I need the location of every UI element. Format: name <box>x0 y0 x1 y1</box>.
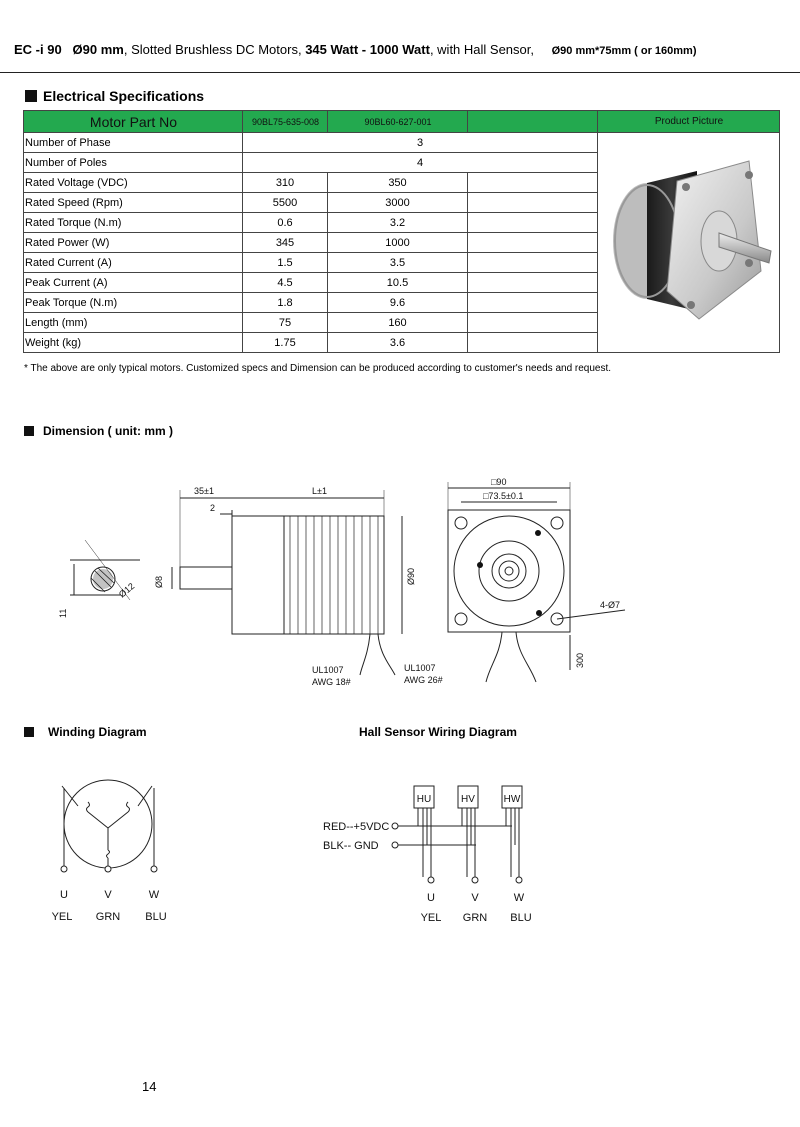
row-value-2: 350 <box>328 173 468 193</box>
row-empty <box>468 333 598 353</box>
row-value-1: 5500 <box>243 193 328 213</box>
winding-section-heading <box>24 725 147 739</box>
row-label: Number of Phase <box>24 133 243 153</box>
section-bullet-icon <box>24 727 34 737</box>
dim-l: L±1 <box>312 486 327 496</box>
table-note: * The above are only typical motors. Customized specs and Dimension can be produced according to customer's needs and request. <box>24 363 612 374</box>
product-picture-cell <box>598 133 780 353</box>
hall-sensor-hu: HU <box>416 794 432 805</box>
motor-product-image <box>599 141 779 341</box>
model-name: EC -i 90 <box>14 42 62 57</box>
cable2-type: UL1007 <box>404 663 436 673</box>
hall-color-blu: BLU <box>510 912 532 924</box>
row-value-1: 4.5 <box>243 273 328 293</box>
winding-diagram <box>40 770 190 930</box>
hall-terminal-u: U <box>427 892 435 904</box>
table-header-row <box>24 111 780 133</box>
hall-sensor-hv: HV <box>461 794 475 805</box>
row-empty <box>468 233 598 253</box>
row-value-1: 345 <box>243 233 328 253</box>
row-value-1: 1.5 <box>243 253 328 273</box>
title-desc-1: , Slotted Brushless DC Motors, <box>123 42 306 57</box>
row-value: 4 <box>243 153 598 173</box>
dim-shaft: Ø8 <box>154 575 164 588</box>
spec-table <box>23 110 780 353</box>
cable1-type: UL1007 <box>312 665 344 675</box>
winding-color-yel: YEL <box>51 911 73 923</box>
row-label: Rated Current (A) <box>24 253 243 273</box>
winding-section-title: Winding Diagram <box>48 725 147 739</box>
header-product-picture: Product Picture <box>598 111 780 133</box>
page-number: 14 <box>142 1079 157 1094</box>
row-value-2: 3.6 <box>328 333 468 353</box>
row-empty <box>468 213 598 233</box>
dim-bolt-square: □73.5±0.1 <box>483 491 524 501</box>
row-label: Length (mm) <box>24 313 243 333</box>
section-bullet-icon <box>24 426 34 436</box>
dim-11: 11 <box>58 608 68 618</box>
row-value-2: 10.5 <box>328 273 468 293</box>
row-value-1: 1.75 <box>243 333 328 353</box>
dim-12: Ø12 <box>116 580 137 600</box>
hall-terminal-w: W <box>513 892 525 904</box>
page-title <box>14 42 794 57</box>
header-part-2: 90BL60-627-001 <box>328 111 468 133</box>
row-label: Rated Voltage (VDC) <box>24 173 243 193</box>
dimension-section-title: Dimension ( unit: mm ) <box>43 424 173 438</box>
section-bullet-icon <box>25 90 37 102</box>
row-empty <box>468 293 598 313</box>
winding-terminal-v: V <box>104 889 112 901</box>
cable1-awg: AWG 18# <box>312 677 351 687</box>
winding-terminal-u: U <box>60 889 68 901</box>
hall-terminal-v: V <box>471 892 479 904</box>
dim-35: 35±1 <box>194 486 214 496</box>
header-empty <box>468 111 598 133</box>
row-empty <box>468 313 598 333</box>
hall-wiring-diagram <box>315 780 565 930</box>
row-value-2: 1000 <box>328 233 468 253</box>
dimension-drawing <box>50 470 640 700</box>
winding-color-blu: BLU <box>145 911 167 923</box>
row-label: Rated Speed (Rpm) <box>24 193 243 213</box>
diameter: Ø90 mm <box>72 42 124 57</box>
hall-power-label: RED--+5VDC <box>323 821 390 833</box>
size-spec: Ø90 mm*75mm ( or 160mm) <box>551 45 697 57</box>
row-value-1: 310 <box>243 173 328 193</box>
row-empty <box>468 273 598 293</box>
hall-sensor-hw: HW <box>503 794 521 805</box>
row-label: Rated Power (W) <box>24 233 243 253</box>
table-row <box>24 133 780 153</box>
row-value-1: 75 <box>243 313 328 333</box>
dim-body: Ø90 <box>406 567 416 585</box>
row-value-2: 160 <box>328 313 468 333</box>
hall-section-heading <box>359 725 517 739</box>
electrical-section-title: Electrical Specifications <box>43 88 205 104</box>
electrical-section-heading <box>25 88 204 104</box>
row-value-2: 9.6 <box>328 293 468 313</box>
power-range: 345 Watt - 1000 Watt <box>305 42 430 57</box>
cable2-awg: AWG 26# <box>404 675 443 685</box>
dim-cable-length: 300 <box>575 652 585 668</box>
row-value-2: 3000 <box>328 193 468 213</box>
dimension-section-heading <box>24 424 173 438</box>
hall-color-grn: GRN <box>462 912 488 924</box>
dim-2: 2 <box>210 503 216 513</box>
row-label: Number of Poles <box>24 153 243 173</box>
winding-color-grn: GRN <box>95 911 121 923</box>
row-value: 3 <box>243 133 598 153</box>
row-empty <box>468 253 598 273</box>
row-label: Peak Torque (N.m) <box>24 293 243 313</box>
row-empty <box>468 193 598 213</box>
title-desc-2: , with Hall Sensor, <box>429 42 534 57</box>
hall-gnd-label: BLK-- GND <box>323 840 379 852</box>
header-motor-part-no: Motor Part No <box>24 111 243 133</box>
row-value-2: 3.2 <box>328 213 468 233</box>
row-value-1: 1.8 <box>243 293 328 313</box>
row-label: Rated Torque (N.m) <box>24 213 243 233</box>
row-label: Peak Current (A) <box>24 273 243 293</box>
hall-color-yel: YEL <box>420 912 442 924</box>
dim-holes: 4-Ø7 <box>600 600 621 610</box>
dim-square: □90 <box>491 477 507 487</box>
row-label: Weight (kg) <box>24 333 243 353</box>
title-divider <box>0 72 800 73</box>
header-part-1: 90BL75-635-008 <box>243 111 328 133</box>
row-value-2: 3.5 <box>328 253 468 273</box>
row-value-1: 0.6 <box>243 213 328 233</box>
hall-section-title: Hall Sensor Wiring Diagram <box>359 725 517 739</box>
winding-terminal-w: W <box>148 889 160 901</box>
row-empty <box>468 173 598 193</box>
